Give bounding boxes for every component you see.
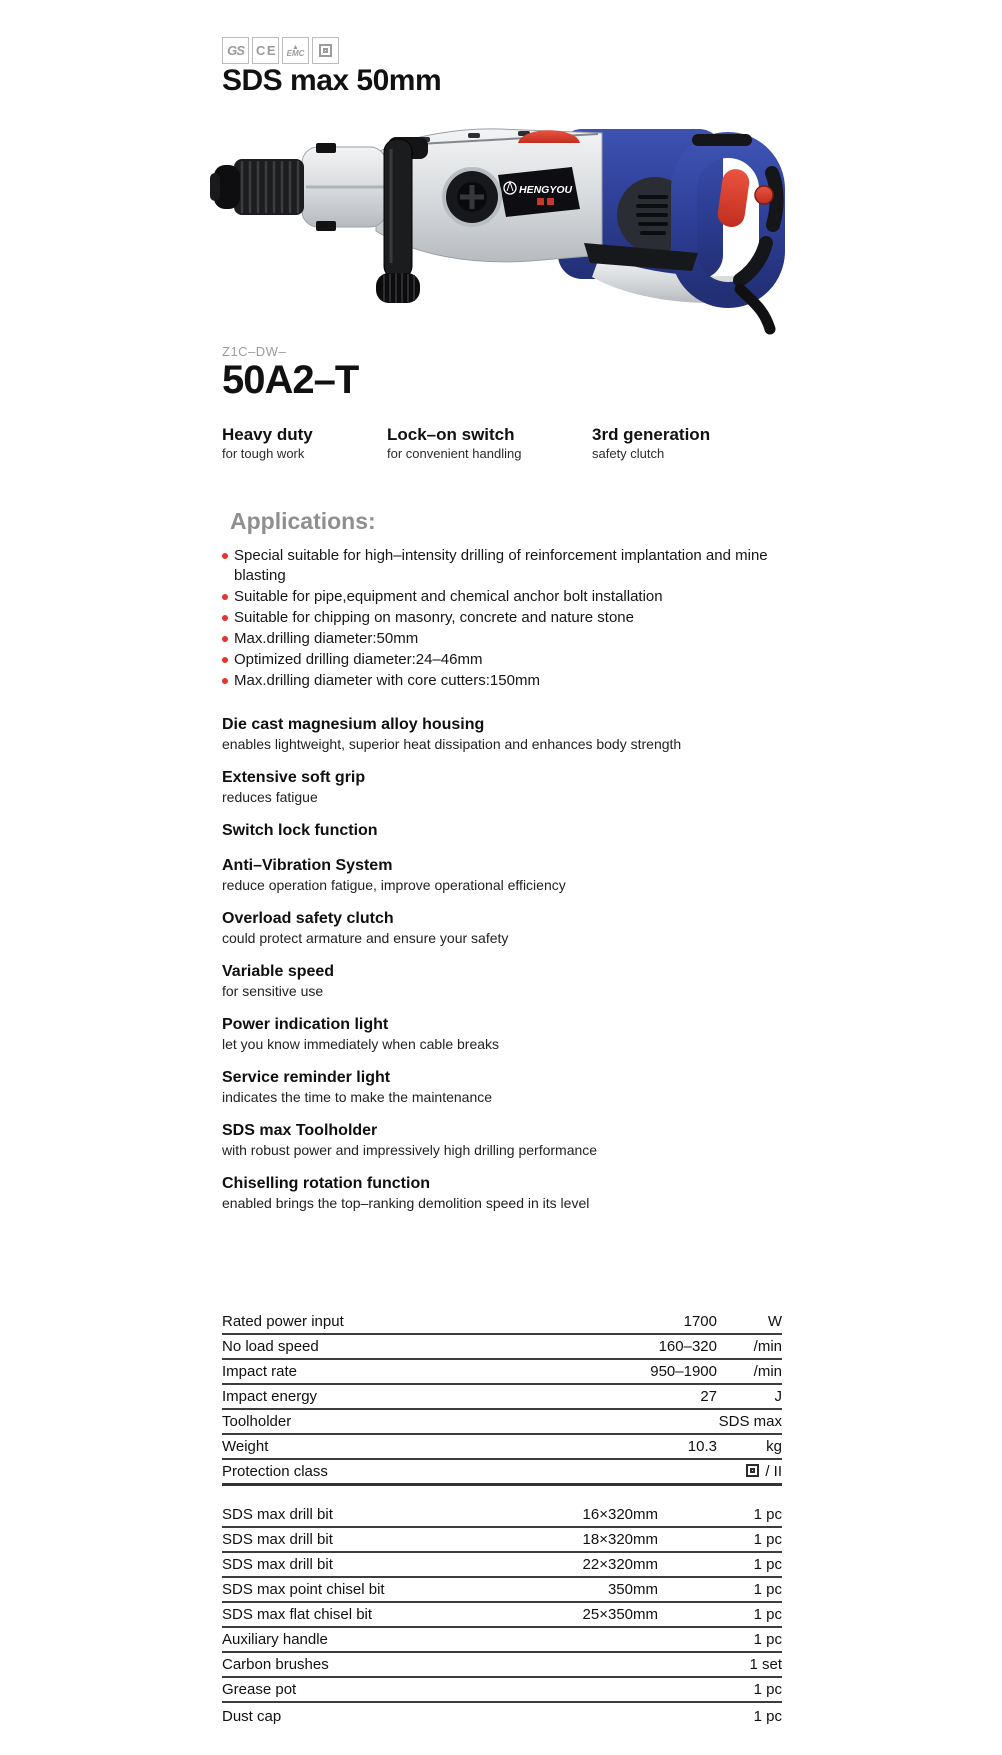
feature-block: SDS max Toolholder with robust power and impressively high drilling performance — [222, 1122, 598, 1158]
feature-block: Overload safety clutch could protect armature and ensure your safety — [222, 910, 509, 946]
application-item: Optimized drilling diameter:24–46mm — [222, 650, 774, 670]
accessory-row: Carbon brushes 1 set — [222, 1653, 782, 1678]
accessory-row: Auxiliary handle 1 pc — [222, 1628, 782, 1653]
drill-chuck — [210, 159, 304, 215]
accessory-row: SDS max drill bit 18×320mm 1 pc — [222, 1528, 782, 1553]
model-prefix: Z1C–DW– — [222, 344, 287, 359]
feature-block: Extensive soft grip reduces fatigue — [222, 769, 366, 805]
model-block — [222, 344, 358, 401]
product-image-rotary-hammer — [200, 103, 790, 335]
applications-section — [222, 508, 782, 692]
double-insulation-icon — [746, 1464, 759, 1477]
applications-heading: Applications: — [230, 508, 376, 534]
page-title: SDS max 50mm — [222, 64, 442, 97]
applications-list — [222, 546, 782, 691]
emc-cert-icon: ▲ EMC — [282, 37, 309, 64]
accessory-row: SDS max flat chisel bit 25×350mm 1 pc — [222, 1603, 782, 1628]
drill-front-collar — [302, 143, 386, 231]
ce-cert-icon: CE — [252, 37, 279, 64]
certification-icons — [222, 37, 339, 64]
feature-block: Variable speed for sensitive use — [222, 963, 335, 999]
specifications-table — [222, 1310, 782, 1486]
drill-lock-button — [755, 186, 773, 204]
double-insulation-cert-icon — [312, 37, 339, 64]
highlight-lock-on-switch: Lock–on switch for convenient handling — [387, 425, 522, 461]
emc-triangle-icon: ▲ — [292, 43, 299, 51]
feature-block: Service reminder light indicates the time to make the maintenance — [222, 1069, 493, 1105]
application-item: Max.drilling diameter:50mm — [222, 629, 774, 649]
feature-block: Switch lock function — [222, 822, 378, 839]
feature-block: Power indication light let you know immediately when cable breaks — [222, 1016, 500, 1052]
accessory-row: SDS max point chisel bit 350mm 1 pc — [222, 1578, 782, 1603]
accessory-row: Dust cap 1 pc — [222, 1708, 782, 1725]
highlights-row — [222, 424, 782, 462]
feature-block: Die cast magnesium alloy housing enables lightweight, superior heat dissipation and enhances body strength — [222, 716, 682, 752]
highlight-heavy-duty: Heavy duty for tough work — [222, 425, 313, 461]
accessory-row: SDS max drill bit 16×320mm 1 pc — [222, 1503, 782, 1528]
application-item: Suitable for chipping on masonry, concrete and nature stone — [222, 608, 774, 628]
feature-block: Anti–Vibration System reduce operation fatigue, improve operational efficiency — [222, 857, 566, 893]
drill-vent-circle — [444, 169, 500, 225]
model-name: 50A2–T — [222, 358, 359, 402]
application-item: Special suitable for high–intensity drilling of reinforcement implantation and mine blasting — [222, 546, 774, 586]
gs-cert-icon: GS — [222, 37, 249, 64]
feature-block: Chiselling rotation function enabled brings the top–ranking demolition speed in its level — [222, 1175, 590, 1211]
spec-row: Rated power input 1700 W — [222, 1310, 782, 1335]
features-section — [222, 715, 782, 1227]
spec-row-protection-class: Protection class / II — [222, 1460, 782, 1486]
accessory-row: Grease pot 1 pc — [222, 1678, 782, 1703]
spec-row: Weight 10.3 kg — [222, 1435, 782, 1460]
spec-row: Impact rate 950–1900 /min — [222, 1360, 782, 1385]
highlight-3rd-generation: 3rd generation safety clutch — [592, 425, 711, 461]
brand-label — [498, 167, 580, 217]
accessories-table — [222, 1503, 782, 1728]
spec-row: No load speed 160–320 /min — [222, 1335, 782, 1360]
spec-row: Toolholder SDS max — [222, 1410, 782, 1435]
application-item: Suitable for pipe,equipment and chemical anchor bolt installation — [222, 587, 774, 607]
accessory-row: SDS max drill bit 22×320mm 1 pc — [222, 1553, 782, 1578]
application-item: Max.drilling diameter with core cutters:150mm — [222, 671, 774, 691]
spec-row: Impact energy 27 J — [222, 1385, 782, 1410]
brand-text: HENGYOU — [519, 184, 573, 196]
